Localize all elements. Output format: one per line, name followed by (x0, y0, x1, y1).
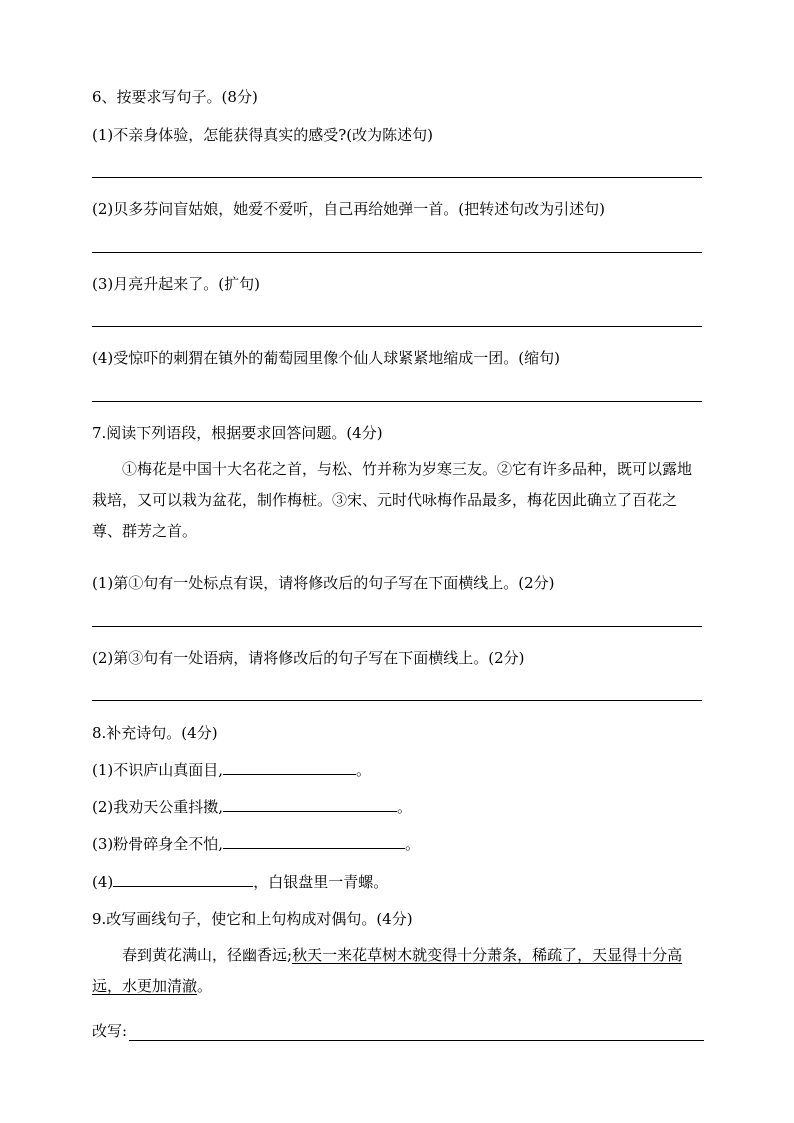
q6-item-1: (1)不亲身体验，怎能获得真实的感受?(改为陈述句) (92, 126, 433, 144)
q7-item-2: (2)第③句有一处语病，请将修改后的句子写在下面横线上。(2分) (92, 649, 525, 667)
q9-underlined-sentence: 秋天一来花草树木就变得十分萧条，稀疏了，天显得十分高远，水更加清澈 (92, 946, 683, 995)
q8-item-end: 。 (405, 835, 421, 853)
q7-passage: ①梅花是中国十大名花之首，与松、竹并称为岁寒三友。②它有许多品种，既可以露地栽培，又可以栽为盆花，制作梅桩。③宋、元时代咏梅作品最多，梅花因此确立了百花之尊、群芳之首。 (92, 460, 693, 540)
q8-item-text: (4) (92, 873, 114, 891)
q7-title: 7.阅读下列语段，根据要求回答问题。(4分) (92, 424, 383, 442)
q8-item-end: 。 (397, 798, 413, 816)
q6-item-3: (3)月亮升起来了。(扩句) (92, 275, 260, 293)
q8-title: 8.补充诗句。(4分) (92, 724, 218, 742)
fill-in-blank[interactable] (113, 871, 253, 887)
answer-line[interactable] (92, 326, 702, 327)
answer-line[interactable] (92, 401, 702, 402)
answer-line[interactable] (92, 700, 702, 701)
q8-item (92, 871, 388, 892)
q6-item-4: (4)受惊吓的刺猬在镇外的葡萄园里像个仙人球紧紧地缩成一团。(缩句) (92, 349, 560, 367)
rewrite-answer-line[interactable] (129, 1024, 704, 1041)
q8-item-end: ，白银盘里一青螺。 (253, 873, 389, 891)
q9-title: 9.改写画线句子，使它和上句构成对偶句。(4分) (92, 910, 413, 928)
q6-item-2: (2)贝多芬问盲姑娘，她爱不爱听，自己再给她弹一首。(把转述句改为引述句) (92, 200, 605, 218)
q9-rewrite-label: 改写: (92, 1022, 128, 1040)
q8-item-text: (3)粉骨碎身全不怕, (92, 835, 224, 853)
q8-item-end: 。 (356, 761, 372, 779)
fill-in-blank[interactable] (223, 833, 405, 849)
q9-passage (92, 940, 704, 1002)
fill-in-blank[interactable] (223, 796, 397, 812)
answer-line[interactable] (92, 252, 702, 253)
q8-item (92, 833, 420, 854)
q9-end-mark: 。 (197, 977, 213, 995)
worksheet-page (92, 0, 704, 1123)
q8-item-text: (1)不识庐山真面目, (92, 761, 224, 779)
answer-line[interactable] (92, 177, 702, 178)
q9-lead-sentence: 春到黄花满山，径幽香远; (122, 946, 293, 964)
q8-item (92, 759, 371, 780)
q8-item-text: (2)我劝天公重抖擞, (92, 798, 224, 816)
q7-item-1: (1)第①句有一处标点有误，请将修改后的句子写在下面横线上。(2分) (92, 574, 555, 592)
answer-line[interactable] (92, 626, 702, 627)
q6-title: 6、按要求写句子。(8分) (92, 88, 258, 106)
q8-item (92, 796, 412, 817)
q9-rewrite-row (92, 1020, 704, 1041)
fill-in-blank[interactable] (223, 759, 356, 775)
